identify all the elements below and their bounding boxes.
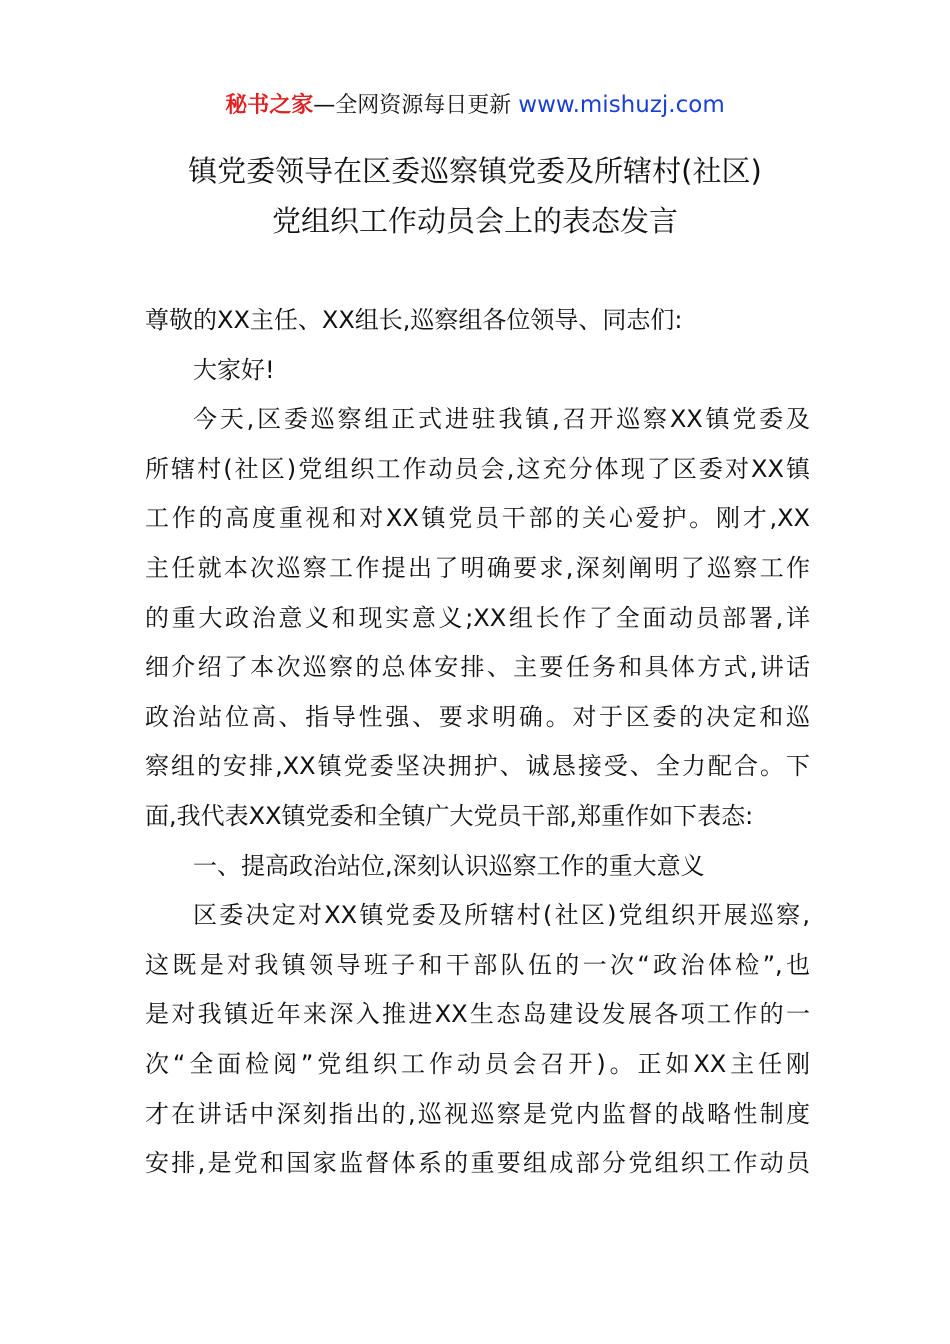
document-title (0, 146, 950, 246)
header-slogan: —全网资源每日更新 (313, 93, 519, 118)
body-line: 区委决定对XX镇党委及所辖村(社区)党组织开展巡察, (193, 901, 810, 930)
document-body (145, 296, 810, 1189)
title-line-2: 党组织工作动员会上的表态发言 (271, 204, 678, 238)
site-url-link[interactable]: www.mishuzj.com (518, 92, 725, 118)
section-heading: 一、提高政治站位,深刻认识巡察工作的重大意义 (193, 851, 705, 880)
body-line: 才在讲话中深刻指出的,巡视巡察是党内监督的战略性制度 (145, 1099, 810, 1128)
body-line: 细介绍了本次巡察的总体安排、主要任务和具体方式,讲话 (145, 653, 810, 682)
body-line: 工作的高度重视和对XX镇党员干部的关心爱护。刚才,XX (145, 504, 810, 533)
body-line: 次“全面检阅”党组织工作动员会召开)。正如XX主任刚 (145, 1049, 810, 1078)
brand-name: 秘书之家 (225, 93, 314, 118)
body-line: 政治站位高、指导性强、要求明确。对于区委的决定和巡 (145, 702, 810, 731)
title-line-1: 镇党委领导在区委巡察镇党委及所辖村(社区) (188, 154, 762, 188)
body-line: 今天,区委巡察组正式进驻我镇,召开巡察XX镇党委及 (193, 405, 810, 434)
body-line: 所辖村(社区)党组织工作动员会,这充分体现了区委对XX镇 (145, 454, 810, 483)
body-line: 主任就本次巡察工作提出了明确要求,深刻阐明了巡察工作 (145, 553, 810, 582)
greeting-line: 大家好! (193, 355, 275, 384)
body-line: 安排,是党和国家监督体系的重要组成部分党组织工作动员 (145, 1149, 810, 1178)
body-line: 是对我镇近年来深入推进XX生态岛建设发展各项工作的一 (145, 1000, 810, 1029)
body-line: 的重大政治意义和现实意义;XX组长作了全面动员部署,详 (145, 603, 810, 632)
salutation-line: 尊敬的XX主任、XX组长,巡察组各位领导、同志们: (145, 306, 683, 334)
body-line: 面,我代表XX镇党委和全镇广大党员干部,郑重作如下表态: (145, 801, 754, 830)
body-line: 察组的安排,XX镇党委坚决拥护、诚恳接受、全力配合。下 (145, 752, 810, 781)
site-header (0, 88, 950, 123)
body-line: 这既是对我镇领导班子和干部队伍的一次“政治体检”,也 (145, 950, 810, 979)
